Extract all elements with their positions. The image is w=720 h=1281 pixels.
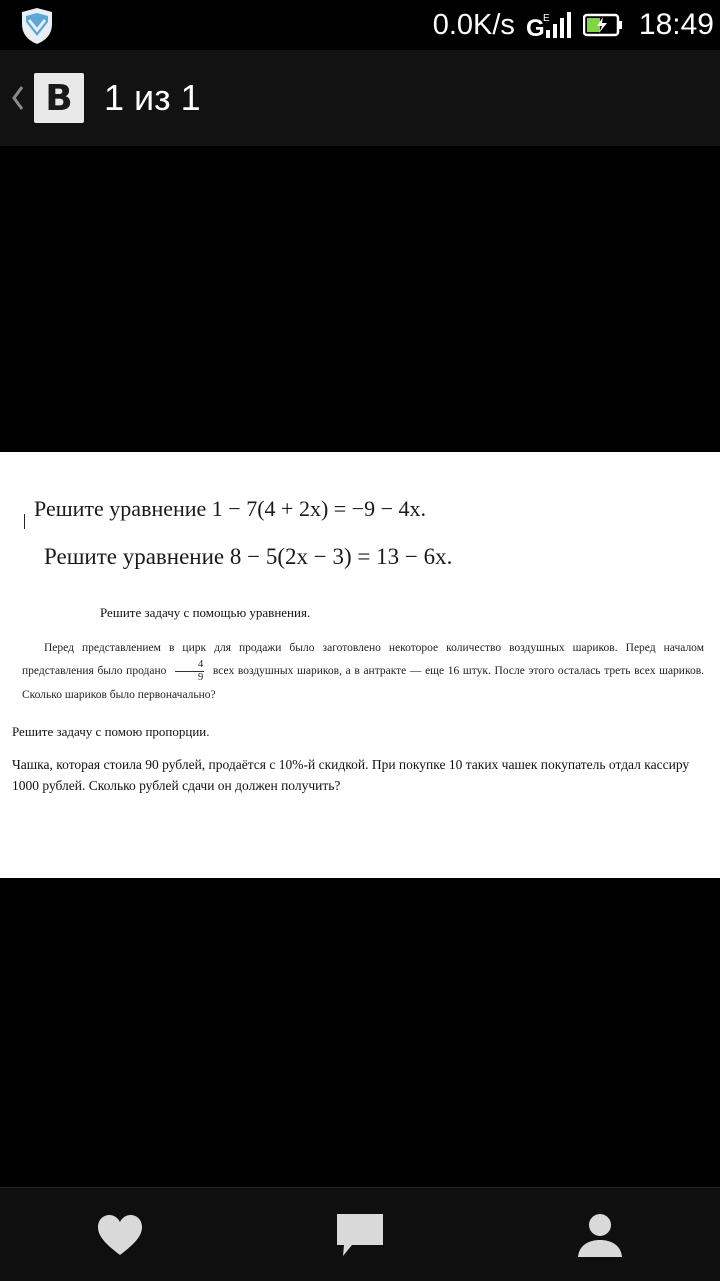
- network-type-label: E: [542, 13, 550, 24]
- task-1-text-after: всех воздушных шариков, а в антракте — еще 16 штук. После этого осталась треть всех шариков. Сколько шариков было первоначально?: [22, 665, 705, 701]
- back-button[interactable]: [6, 78, 30, 118]
- chevron-left-icon: [11, 85, 25, 111]
- fraction: [175, 659, 204, 684]
- task-1-text-before: Перед представлением в цирк для продажи было заготовлено некоторое количество воздушных шариков. Перед началом представления было продано: [22, 642, 704, 678]
- task-2-text: Чашка, которая стоила 90 рублей, продаётся с 10%-й скидкой. При покупке 10 таких чашек покупатель отдал кассиру 1000 рублей. Сколько рублей сдачи он должен получить?: [12, 757, 690, 793]
- signal-icon: [525, 10, 573, 40]
- profile-button[interactable]: [540, 1195, 660, 1275]
- equation-1: Решите уравнение 1 − 7(4 + 2x) = −9 − 4x.: [34, 496, 426, 521]
- bottom-nav: [0, 1187, 720, 1281]
- like-button[interactable]: [60, 1195, 180, 1275]
- document-image[interactable]: [0, 452, 720, 878]
- comment-button[interactable]: [300, 1195, 420, 1275]
- task-1-heading: Решите задачу с помощью уравнения.: [100, 605, 311, 620]
- user-icon: [577, 1213, 623, 1257]
- comment-icon: [336, 1213, 384, 1257]
- shield-icon: [20, 8, 54, 44]
- status-bar: [0, 0, 720, 50]
- app-header: [0, 50, 720, 146]
- clock: 18:49: [638, 8, 714, 41]
- task-2-heading: Решите задачу с помою пропорции.: [12, 724, 210, 739]
- task-1-text: [22, 637, 704, 706]
- fraction-denominator: 9: [198, 672, 204, 683]
- battery-charging-icon: [583, 13, 623, 37]
- vk-logo: B: [34, 73, 84, 123]
- text-cursor: [24, 514, 25, 529]
- page-counter: 1 из 1: [104, 77, 201, 118]
- fraction-numerator: 4: [175, 659, 204, 672]
- heart-icon: [97, 1214, 143, 1256]
- status-icons: [433, 0, 714, 50]
- network-speed: 0.0K/s: [432, 8, 515, 41]
- equation-2: Решите уравнение 8 − 5(2x − 3) = 13 − 6x.: [44, 544, 453, 569]
- svg-text:G: G: [525, 15, 545, 40]
